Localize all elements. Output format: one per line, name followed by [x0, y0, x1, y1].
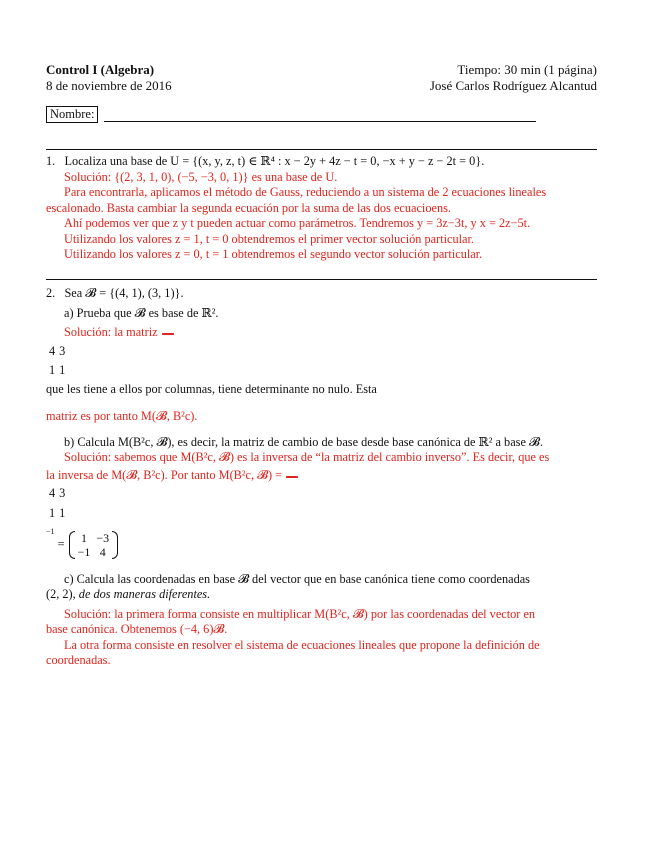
q1-para-2: Ahí podemos ver que z y t pueden actuar como parámetros. Tendremos y = 3z−3t, y x = 2z−5t. — [64, 216, 531, 230]
q2a-sol-pre: Solución: la matriz — [64, 325, 158, 339]
matrix-inv-cell: −1 — [77, 545, 91, 560]
equals-sign: = — [57, 537, 65, 552]
q2a-solution — [46, 325, 597, 341]
exam-title: Control I (Algebra) — [46, 62, 155, 77]
q2a-sol-post: que les tiene a ellos por columnas, tiene determinante no nulo. Esta — [46, 381, 377, 396]
question-1 — [46, 154, 597, 263]
inverse-exponent: −1 — [46, 527, 55, 537]
q2c-para: La otra forma consiste en resolver el sistema de ecuaciones lineales que propone la definición de coordenadas. — [46, 637, 540, 668]
q2c-vector: (2, 2), — [46, 587, 76, 602]
q1-statement: Localiza una base de U = {(x, y, z, t) ∈ ℝ⁴ : x − 2y + 4z − t = 0, −x + y − z − 2t = 0}. — [64, 154, 485, 168]
q1-solution: Solución: {(2, 3, 1, 0), (−5, −3, 0, 1)} es una base de U. — [64, 169, 338, 184]
q2c-sol-line1: Solución: la primera forma consiste en multiplicar M(B²c, 𝓑) por las coordenadas del vector en — [64, 606, 536, 621]
name-label: Nombre: — [46, 106, 98, 123]
question-2 — [46, 286, 597, 669]
q2-number: 2. — [46, 286, 56, 300]
q2c-sol-line2: base canónica. Obtenemos (−4, 6)𝓑. — [46, 622, 228, 637]
matrix-a-cell: 1 — [49, 505, 56, 520]
q2c-statement-1: c) Calcula las coordenadas en base 𝓑 del vector que en base canónica tiene como coordenadas — [64, 571, 530, 586]
name-field[interactable] — [46, 106, 506, 124]
q2b-sol-line2 — [46, 468, 597, 484]
q2b-statement: b) Calcula M(B²c, 𝓑), es decir, la matriz de cambio de base desde base canónica de ℝ² a base 𝓑. — [64, 434, 543, 449]
exam-author: José Carlos Rodríguez Alcantud — [429, 78, 597, 93]
matrix-inv-cell: 1 — [81, 531, 87, 546]
q1-para-1: Para encontrarla, aplicamos el método de Gauss, reduciendo a un sistema de 2 ecuaciones lineales escalonado. Basta cambiar la segunda ecuación por la suma de las dos ecuacioens. — [46, 185, 547, 215]
matrix-a-cell: 3 — [59, 486, 66, 501]
q2a-statement: a) Prueba que 𝓑 es base de ℝ². — [64, 305, 219, 320]
q2a-sol-line2: matriz es por tanto M(𝓑, B²c). — [46, 409, 198, 424]
q2b-sol-pre: la inversa de M(𝓑, B²c). Por tanto M(B²c, 𝓑) = — [46, 467, 283, 482]
q2-intro: Sea 𝓑 = {(4, 1), (3, 1)}. — [64, 286, 184, 300]
matrix-a-cell: 1 — [59, 505, 66, 520]
matrix-inv-cell: −3 — [96, 531, 110, 546]
exam-date: 8 de noviembre de 2016 — [46, 78, 172, 93]
q1-para-3: Utilizando los valores z = 1, t = 0 obtendremos el primer vector solución particular. — [64, 231, 474, 246]
matrix-a-cell: 3 — [59, 343, 66, 358]
divider-2 — [46, 279, 597, 280]
header-right — [430, 62, 597, 94]
matrix-inv-cell: 4 — [99, 545, 106, 560]
q2b-sol-line1: Solución: sabemos que M(B²c, 𝓑) es la inversa de “la matriz del cambio inverso”. Es decir, que es — [64, 450, 550, 465]
matrix-a-cell: 1 — [59, 363, 66, 377]
matrix-a-cell: 1 — [49, 363, 56, 377]
q1-para-4: Utilizando los valores z = 0, t = 1 obtendremos el segundo vector solución particular. — [64, 247, 483, 261]
name-underline[interactable] — [104, 121, 536, 122]
divider-1 — [46, 149, 597, 150]
q2c-italic: de dos maneras diferentes. — [78, 587, 211, 602]
matrix-a-cell: 4 — [49, 486, 56, 501]
matrix-a-cell: 4 — [49, 343, 56, 358]
q2c-statement-2 — [46, 587, 597, 603]
header-left — [46, 62, 172, 94]
matrix-inverse — [69, 531, 119, 559]
q1-number: 1. — [46, 154, 56, 168]
exam-time: Tiempo: 30 min (1 página) — [457, 62, 597, 77]
